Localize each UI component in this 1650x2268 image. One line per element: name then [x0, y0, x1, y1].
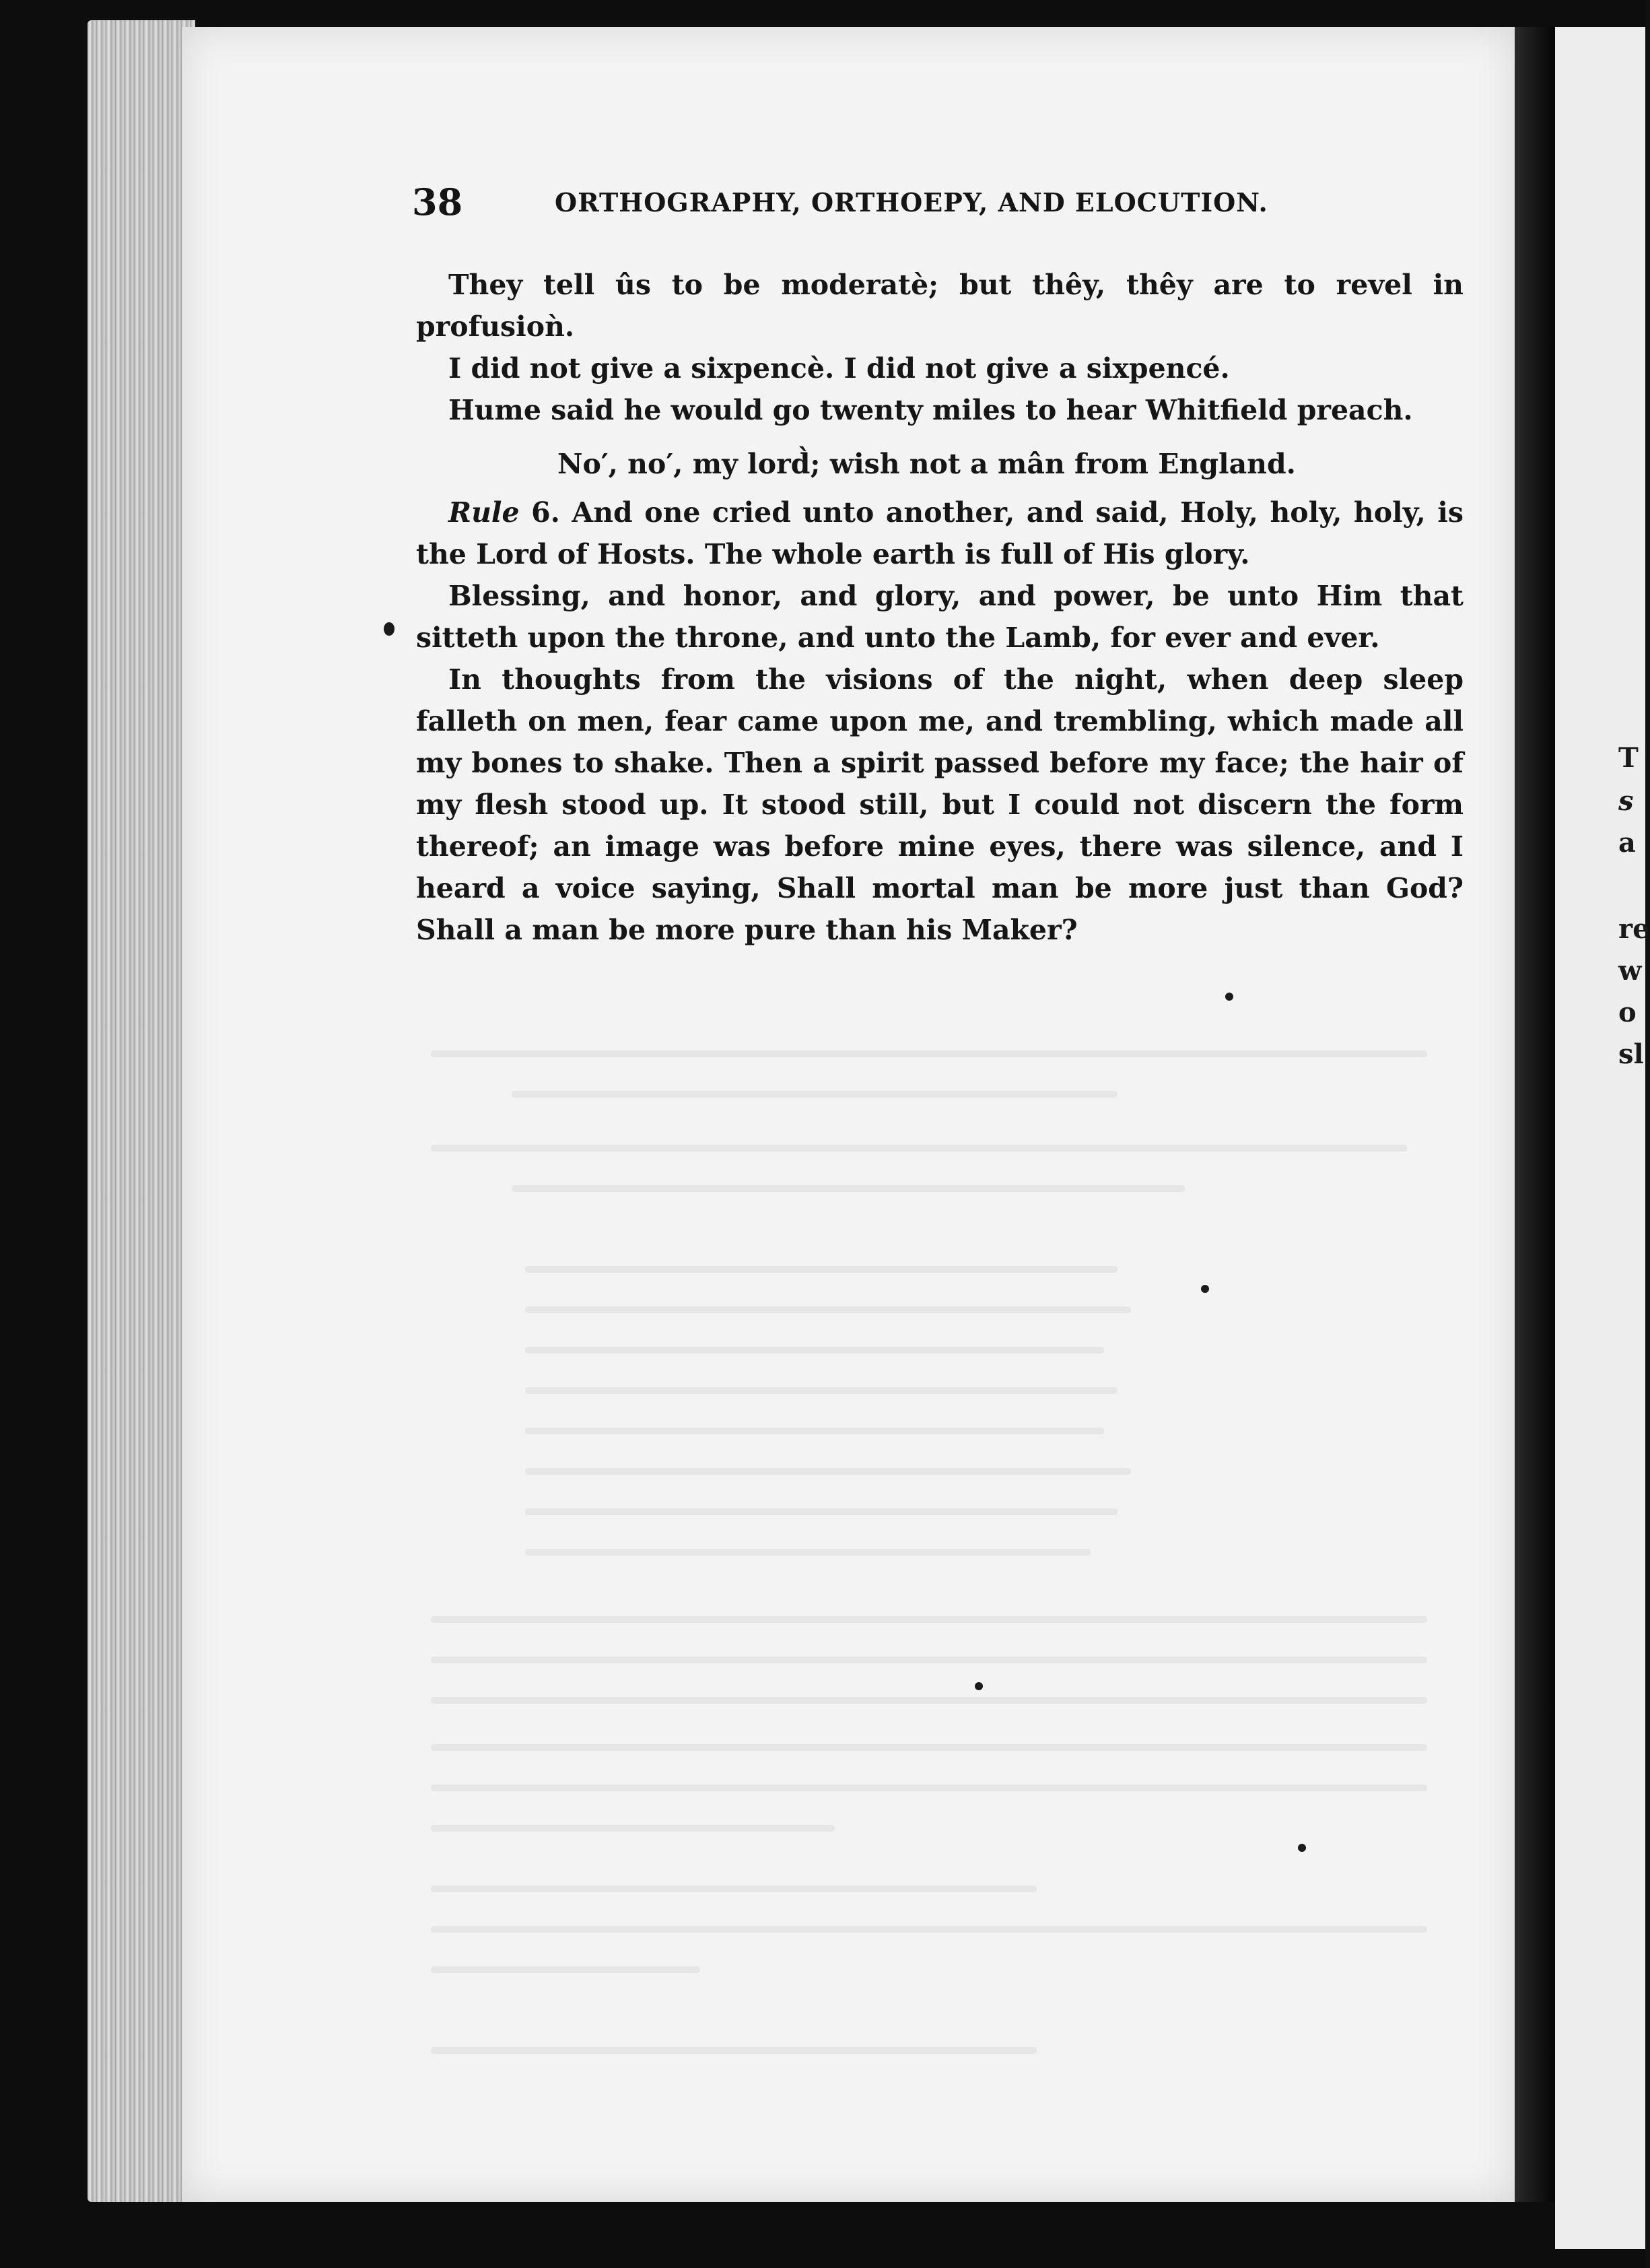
facing-page-fragment: sl — [1618, 1038, 1644, 1070]
facing-page-fragment: a — [1618, 827, 1636, 859]
book-gutter — [1515, 27, 1555, 2202]
rule-text: And one cried unto another, and said, Holy, holy, holy, is the Lord of Hosts. The whole earth is full of His glory. — [416, 496, 1464, 570]
page-number: 38 — [412, 180, 463, 224]
dust-speck — [384, 622, 394, 636]
rule-number: 6. — [531, 496, 560, 529]
dust-speck — [1225, 993, 1233, 1001]
dust-speck — [975, 1682, 983, 1690]
paragraph: No′, no′, my lord̀; wish not a mân from England. — [557, 448, 1296, 480]
running-head — [412, 180, 1314, 224]
facing-page-fragment: re — [1618, 913, 1650, 945]
dust-speck — [1298, 1844, 1306, 1852]
paragraph: Blessing, and honor, and glory, and power, be unto Him that sitteth upon the throne, and unto the Lamb, for ever and ever. — [416, 580, 1464, 654]
facing-page-fragment: T — [1618, 742, 1639, 774]
paragraph: In thoughts from the visions of the night, when deep sleep falleth on men, fear came upon me, and trembling, which made all my bones to shake. Then a spirit passed before my face; the hair of my flesh stood up. It stood still, but I could not discern the form thereof; an image was before mine eyes, there was silence, and I heard a voice saying, Shall mortal man be more just than God? Shall a man be more pure than his Maker? — [416, 663, 1464, 946]
paragraph: They tell ûs to be moderatè; but thêy, thêy are to revel in profusioǹ. — [416, 269, 1464, 343]
facing-page-fragment: s — [1618, 785, 1634, 817]
facing-page-fragment: w — [1618, 955, 1642, 987]
body-text — [416, 264, 1464, 951]
dust-speck — [1201, 1285, 1209, 1293]
facing-page — [1555, 27, 1650, 2249]
facing-page-fragment: o — [1618, 997, 1637, 1028]
rule-paragraph — [416, 492, 1464, 575]
rule-label: Rule — [448, 496, 520, 529]
paragraph: Hume said he would go twenty miles to hear Whitfield preach. — [448, 394, 1413, 426]
paragraph: I did not give a sixpencè. I did not give a sixpencé. — [448, 352, 1230, 385]
page-edges — [88, 20, 195, 2202]
header-title: ORTHOGRAPHY, ORTHOEPY, AND ELOCUTION. — [555, 187, 1268, 218]
